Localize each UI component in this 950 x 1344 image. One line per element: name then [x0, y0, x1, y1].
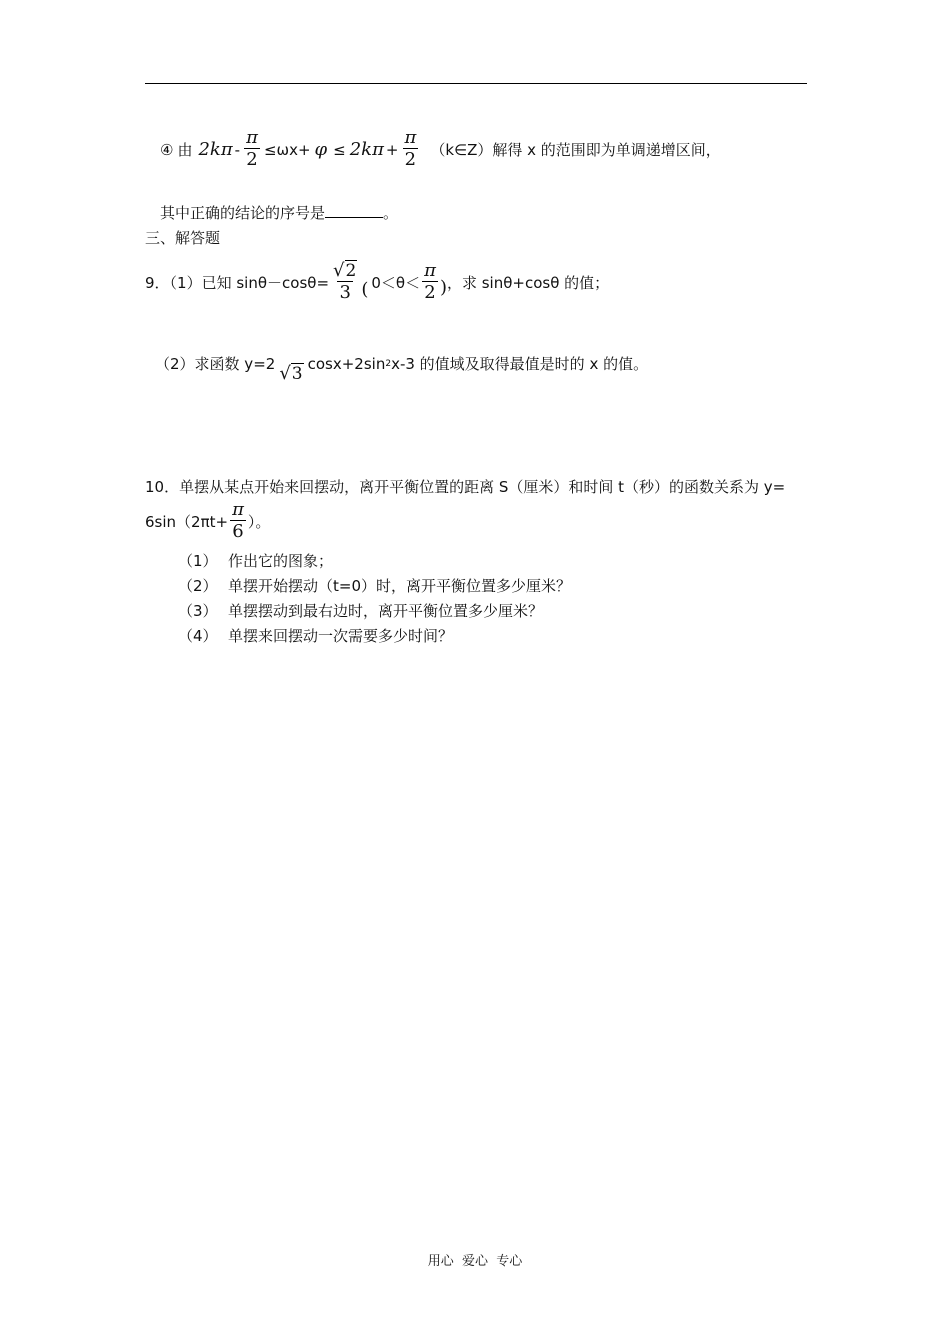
conclusion-line — [160, 202, 398, 223]
q9-part2-mid: cosx+2sin — [307, 354, 386, 373]
section-heading: 三、解答题 — [145, 229, 221, 247]
q10-item-text: 单摆摆动到最右边时，离开平衡位置多少厘米？ — [228, 602, 544, 620]
answer-blank — [325, 203, 383, 218]
q4-plus: + — [385, 140, 399, 159]
q4-frac-left-num: π — [246, 127, 258, 148]
q9-exponent: 2 — [385, 358, 392, 369]
q4-tail: （k∈Z）解得 x 的范围即为单调递增区间， — [430, 141, 721, 159]
conclusion-end: 。 — [383, 204, 399, 222]
q10-frac-pi-over-6 — [230, 500, 246, 543]
q10-item-text: 单摆开始摆动（t=0）时，离开平衡位置多少厘米？ — [228, 577, 571, 595]
q9-part1-suffix: ，求 sinθ+cosθ 的值； — [446, 273, 610, 292]
q4-minus: - — [234, 140, 241, 159]
q10-line1: 10．单摆从某点开始来回摆动，离开平衡位置的距离 S（厘米）和时间 t（秒）的函数关系为 y= — [145, 478, 786, 496]
sqrt-2 — [333, 260, 357, 281]
q4-frac-right-num: π — [404, 127, 417, 148]
q9-range-close: ) — [439, 276, 447, 298]
q4-frac-right-den: 2 — [404, 149, 417, 170]
sqrt-3-radicand: 3 — [291, 364, 303, 384]
sqrt-3 — [279, 363, 303, 384]
q4-phi: φ — [314, 139, 328, 160]
q9-frac-num — [331, 260, 359, 281]
q10-frac-den: 6 — [232, 521, 244, 542]
q9-range-frac — [422, 261, 438, 304]
sqrt-symbol: √ — [333, 260, 345, 281]
q9-part2 — [155, 353, 649, 384]
page-footer: 用心 爱心 专心 — [427, 1254, 523, 1269]
q4-line — [160, 128, 721, 171]
q4-you: 由 — [177, 141, 193, 159]
q10-item-text: 作出它的图象； — [228, 552, 334, 570]
q10-item-num: （3） — [178, 602, 218, 620]
header-rule — [145, 83, 807, 84]
q9-range-frac-den: 2 — [424, 281, 436, 303]
q4-2kpi-left: 2kπ — [198, 139, 233, 160]
q9-frac-den: 3 — [339, 282, 351, 303]
q9-range-open: ( — [361, 278, 369, 300]
conclusion-text: 其中正确的结论的序号是 — [160, 204, 326, 222]
sqrt-2-radicand: 2 — [345, 261, 357, 281]
q10-line2 — [145, 500, 270, 543]
q4-frac-left-den: 2 — [246, 149, 258, 170]
q10-frac-num: π — [232, 499, 244, 520]
q10-item-1 — [178, 550, 333, 571]
q4-le1: ≤ωx+ — [263, 140, 311, 159]
q9-part2-prefix: （2）求函数 y=2 — [155, 355, 276, 373]
q9-frac-sqrt2-over-3 — [331, 260, 359, 304]
q10-item-num: （2） — [178, 577, 218, 595]
q4-le2: ≤ — [333, 140, 346, 159]
sqrt-symbol: √ — [279, 363, 291, 384]
q4-frac-right — [402, 128, 418, 171]
q10-item-3 — [178, 600, 543, 621]
q4-frac-left — [244, 128, 260, 171]
q9-range-text: 0＜θ＜ — [371, 273, 421, 292]
q10-item-text: 单摆来回摆动一次需要多少时间？ — [228, 627, 454, 645]
q4-marker: ④ — [160, 140, 174, 159]
q9-part2-suffix: x-3 的值域及取得最值是时的 x 的值。 — [391, 355, 649, 373]
q10-item-num: （4） — [178, 627, 218, 645]
q10-item-4 — [178, 625, 453, 646]
q9-part1 — [145, 260, 609, 304]
q9-range-frac-num: π — [424, 259, 436, 281]
q10-item-2 — [178, 575, 571, 596]
q4-2kpi-right: 2kπ — [349, 139, 384, 160]
q10-line2-suffix: ）。 — [247, 513, 271, 531]
q10-item-num: （1） — [178, 552, 218, 570]
q9-part1-prefix: 9．（1）已知 sinθ－cosθ= — [145, 273, 330, 292]
q10-line2-prefix: 6sin（2πt+ — [145, 513, 229, 531]
